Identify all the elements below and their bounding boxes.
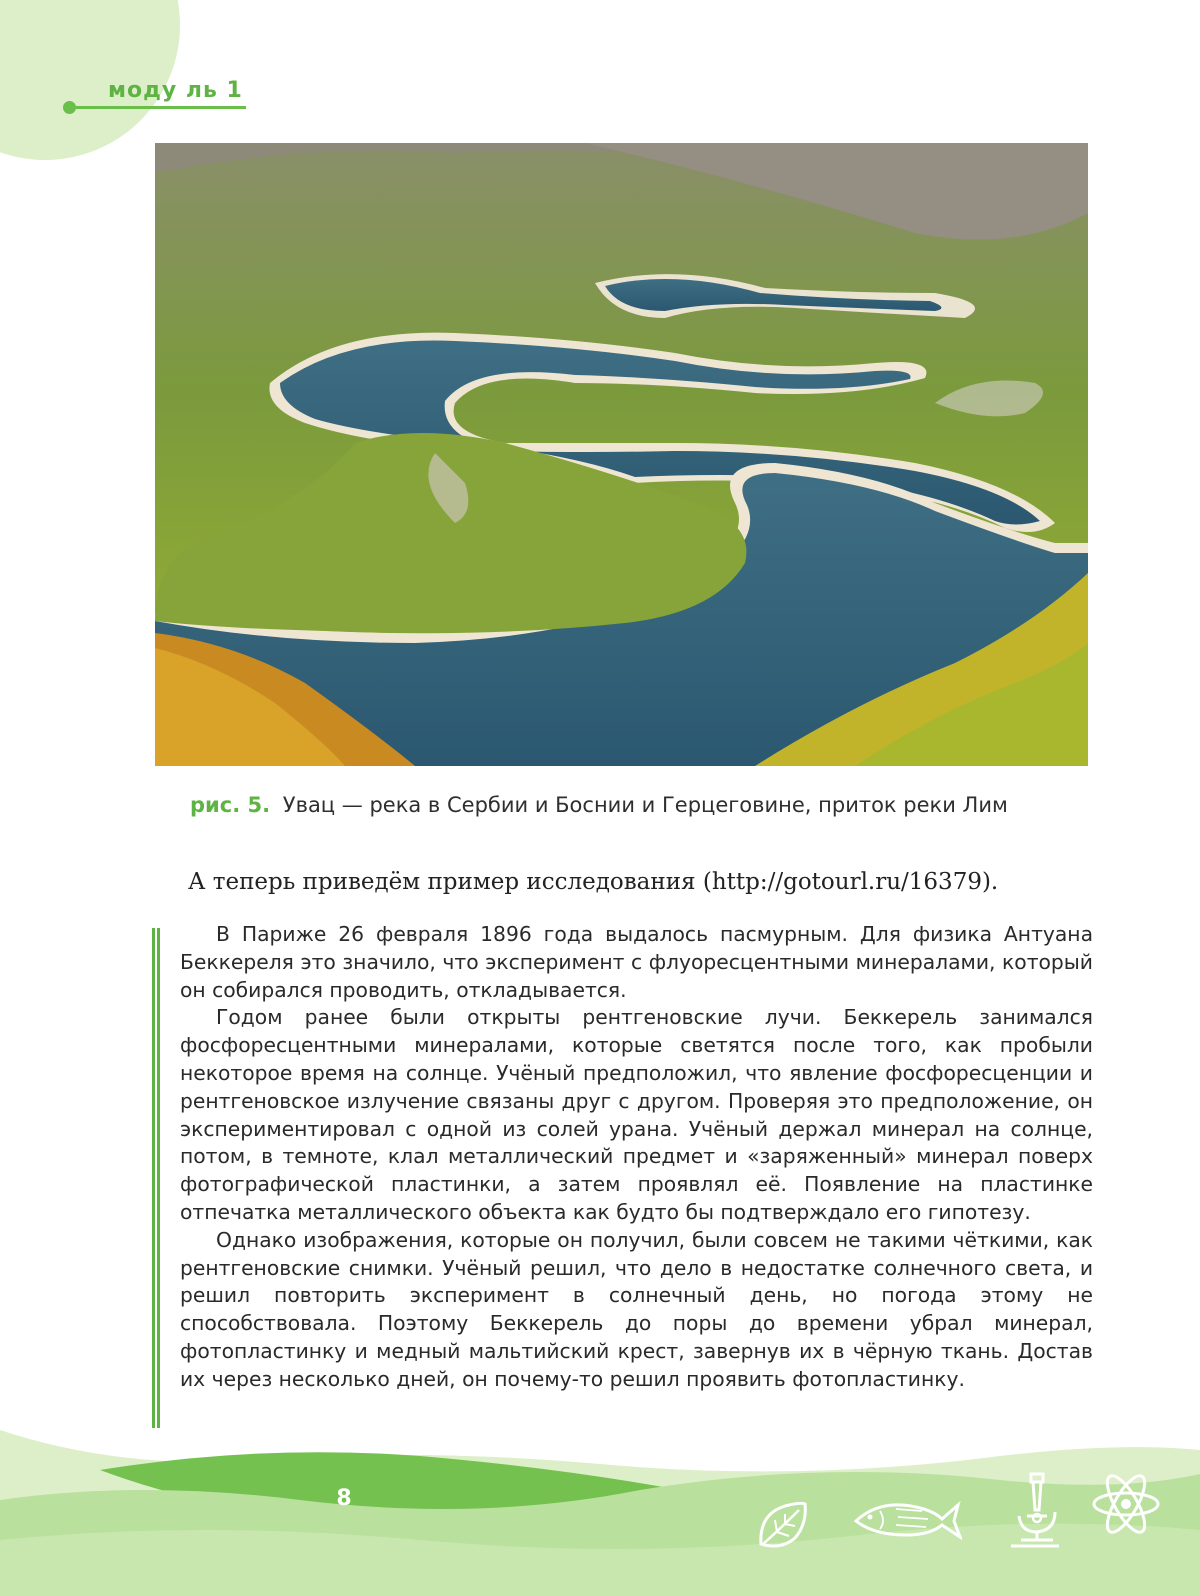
figure-caption-text: Увац — река в Сербии и Боснии и Герцеговине, приток реки Лим	[282, 793, 1008, 817]
leaf-icon	[755, 1500, 811, 1552]
intro-sentence: А теперь приведём пример исследования (http://gotourl.ru/16379).	[188, 869, 999, 895]
body-text	[180, 921, 1093, 1394]
paragraph: Годом ранее были открыты рентгеновские лучи. Беккерель занимался фосфоресцентными минералами, которые светятся после того, как пробыли некоторое время на солнце. Учёный предположил, что явление фосфоресценции и рентгеновское излучение связаны друг с другом. Проверяя это предположение, он экспериментировал с одной из солей урана. Учёный держал минерал на солнце, потом, в темноте, клал металлический предмет и «заряженный» минерал поверх фотографической пластинки, а затем проявлял её. Появление на пластинке отпечатка металлического объекта как будто бы подтверждало его гипотезу.	[180, 1005, 1093, 1224]
figure-caption	[190, 793, 1090, 817]
paragraph: В Париже 26 февраля 1896 года выдалось пасмурным. Для физика Антуана Беккереля это значило, что эксперимент с флуоресцентными минералами, который он собирался проводить, откладывается.	[180, 922, 1093, 1002]
microscope-icon	[1003, 1470, 1065, 1552]
paragraph: Однако изображения, которые он получил, были совсем не такими чёткими, как рентгеновские снимки. Учёный решил, что дело в недостатке солнечного света, и решил повторить эксперимент в солнечный день, но погода этому не способствовала. Поэтому Беккерель до поры до времени убрал минерал, фотопластинку и медный мальтийский крест, завернув их в чёрную ткань. Достав их через несколько дней, он почему-то решил проявить фотопластинку.	[180, 1227, 1093, 1391]
fish-icon	[850, 1495, 962, 1545]
river-photo	[155, 143, 1088, 766]
page-number: 8	[336, 1486, 352, 1511]
atom-icon	[1090, 1468, 1162, 1540]
quote-bar	[152, 928, 160, 1428]
figure-label: рис. 5.	[190, 793, 271, 817]
module-label: моду ль 1	[108, 78, 243, 103]
module-underline	[70, 106, 246, 109]
